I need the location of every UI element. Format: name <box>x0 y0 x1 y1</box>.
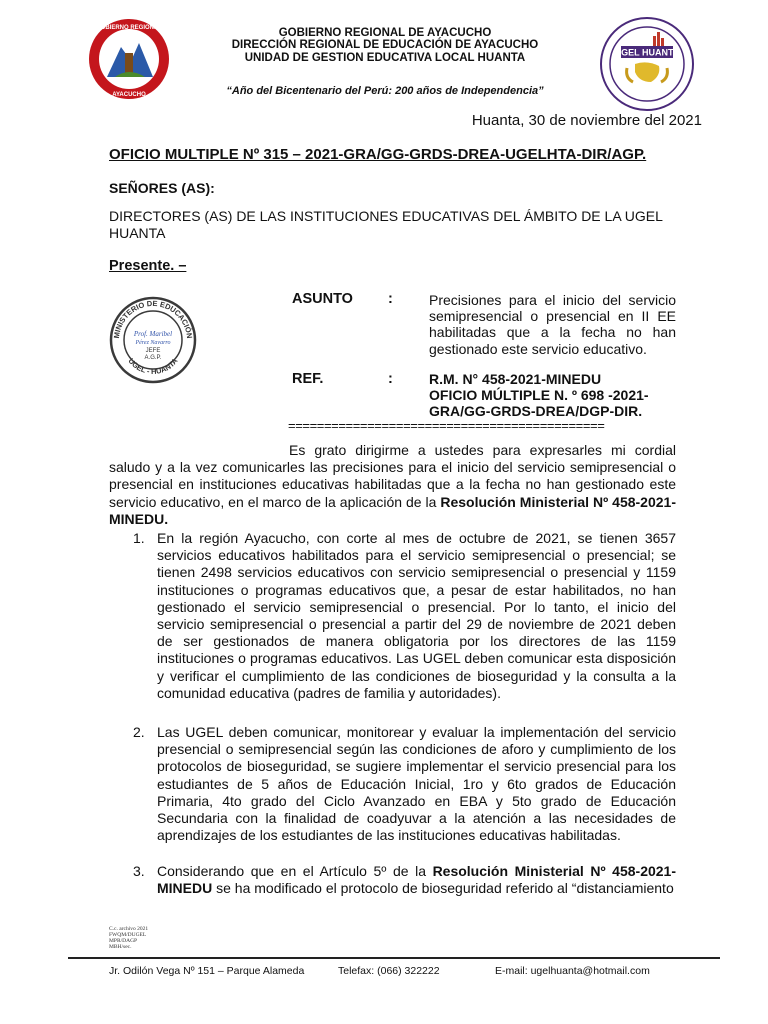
cc-line-4: MBH/sec. <box>109 944 132 950</box>
item-number: 2. <box>133 724 145 740</box>
copy-recipients <box>109 926 148 950</box>
footer-email[interactable]: E-mail: ugelhuanta@hotmail.com <box>495 965 650 977</box>
item-text: En la región Ayacucho, con corte al mes de octubre de 2021, se tienen 3657 servicios educativos habilitados para el servicio semipresencial o presencial; se tienen 2498 servicios educativos con servicio semipresencial o presencial y 1159 instituciones o programas educativos que, a pesar de estar habilitados, no han gestionado el servicio semipresencial o presencial. Por lo tanto, el inicio del servicio semipresencial o presencial a partir del 29 de noviembre de 2021 deben de ser gestionados de manera obligatoria por los directores de las 1159 instituciones o programas educativos. Las UGEL deben comunicar esta disposición y verificar el cumplimiento de las condiciones de bioseguridad y la consulta a la comunidad educativa (padres de familia y autoridades). <box>157 530 676 701</box>
intro-lead: Es grato dirigirme a ustedes para expresarles mi cordial saludo y a la vez comunicarles las precisiones para el inicio del servicio semipresencial o presencial en instituciones educativas habilitadas que a la fecha no han gestionado este servicio educativo, en el marco de la aplicación de la <box>109 442 676 510</box>
ref-references <box>429 371 679 419</box>
header-line-2: DIRECCIÓN REGIONAL DE EDUCACIÓN DE AYACUCHO <box>231 39 539 52</box>
cc-line-3: MPR/DAGP <box>109 938 138 944</box>
ref-line-2: OFICIO MÚLTIPLE N. º 698 -2021- <box>429 387 649 403</box>
year-motto: “Año del Bicentenario del Perú: 200 años de Independencia” <box>226 85 544 97</box>
ministry-of-education-stamp-icon <box>109 296 197 384</box>
item-number: 3. <box>133 863 145 879</box>
item-3-post: se ha modificado el protocolo de bioseguridad referido al “distanciamiento <box>212 880 674 897</box>
ref-colon: : <box>388 371 393 387</box>
item-3-pre: Considerando que en el Artículo 5º de la <box>157 863 433 879</box>
svg-text:UGEL HUANTA: UGEL HUANTA <box>614 47 680 58</box>
item-3-resolution: Resolución Ministerial Nº 458-2021-MINEDU <box>157 863 676 897</box>
header-line-1: GOBIERNO REGIONAL DE AYACUCHO <box>278 27 492 39</box>
svg-text:Pérez Navarro: Pérez Navarro <box>135 340 171 346</box>
ugel-huanta-seal-icon <box>599 16 695 112</box>
ref-line-3: GRA/GG-GRDS-DREA/DGP-DIR. <box>429 403 643 419</box>
institution-header <box>180 27 590 64</box>
footer-address: Jr. Odilón Vega Nº 151 – Parque Alameda <box>109 965 305 977</box>
footer-divider <box>68 957 720 959</box>
intro-resolution: Resolución Ministerial Nº 458-2021-MINEDU. <box>109 493 676 527</box>
ref-line-1: R.M. N° 458-2021-MINEDU <box>429 371 602 387</box>
svg-text:MINISTERIO DE EDUCACIÓN: MINISTERIO DE EDUCACIÓN <box>111 298 195 339</box>
svg-text:Prof. Maribel: Prof. Maribel <box>133 330 173 338</box>
item-number: 1. <box>133 530 145 546</box>
svg-text:JEFE: JEFE <box>145 348 161 354</box>
document-subject: OFICIO MULTIPLE Nº 315 – 2021-GRA/GG-GRDS-DREA-UGELHTA-DIR/AGP. <box>109 146 647 163</box>
asunto-label: ASUNTO <box>292 291 353 307</box>
salutation: SEÑORES (AS): <box>109 180 215 196</box>
svg-text:A.G.P.: A.G.P. <box>144 355 162 361</box>
footer-phone: Telefax: (066) 322222 <box>338 965 440 977</box>
item-text <box>157 863 676 897</box>
recipients: DIRECTORES (AS) DE LAS INSTITUCIONES EDUCATIVAS DEL ÁMBITO DE LA UGEL HUANTA <box>109 208 663 241</box>
regional-government-seal-icon <box>87 17 171 101</box>
header-line-3: UNIDAD DE GESTION EDUCATIVA LOCAL HUANTA <box>244 51 526 64</box>
presente-label: Presente. – <box>109 258 187 274</box>
cc-line-2: FWQM/DUGEL <box>109 932 147 938</box>
asunto-colon: : <box>388 291 393 307</box>
cc-line-1: C.c. archivo 2021 <box>109 926 149 932</box>
svg-text:GOBIERNO REGIONAL: GOBIERNO REGIONAL <box>95 25 163 31</box>
item-text: Las UGEL deben comunicar, monitorear y evaluar la implementación del servicio presencial o semipresencial según las condiciones de aforo y cumplimiento de los protocolos de bioseguridad, se sugiere implementar el servicio presencial para los estudiantes de 5 años de Educación Inicial, 1ro y 6to grados de Educación Primaria, 4to grado del Ciclo Avanzado en EBA y 5to grado de Educación Secundaria con la finalidad de coadyuvar a la atención a las necesidades de aprendizajes de los estudiantes de las instituciones educativas habilitadas. <box>157 724 676 844</box>
svg-text:AYACUCHO: AYACUCHO <box>112 92 146 98</box>
document-date: Huanta, 30 de noviembre del 2021 <box>471 112 702 129</box>
asunto-text: Precisiones para el inicio del servicio semipresencial o presencial en II EE habilitadas que a la fecha no han gestionado este servicio educativo. <box>429 292 676 357</box>
ref-label: REF. <box>292 371 324 387</box>
section-divider: ============================================ <box>288 418 605 433</box>
svg-text:UGEL - HUANTA: UGEL - HUANTA <box>126 356 180 377</box>
intro-paragraph <box>109 442 676 528</box>
